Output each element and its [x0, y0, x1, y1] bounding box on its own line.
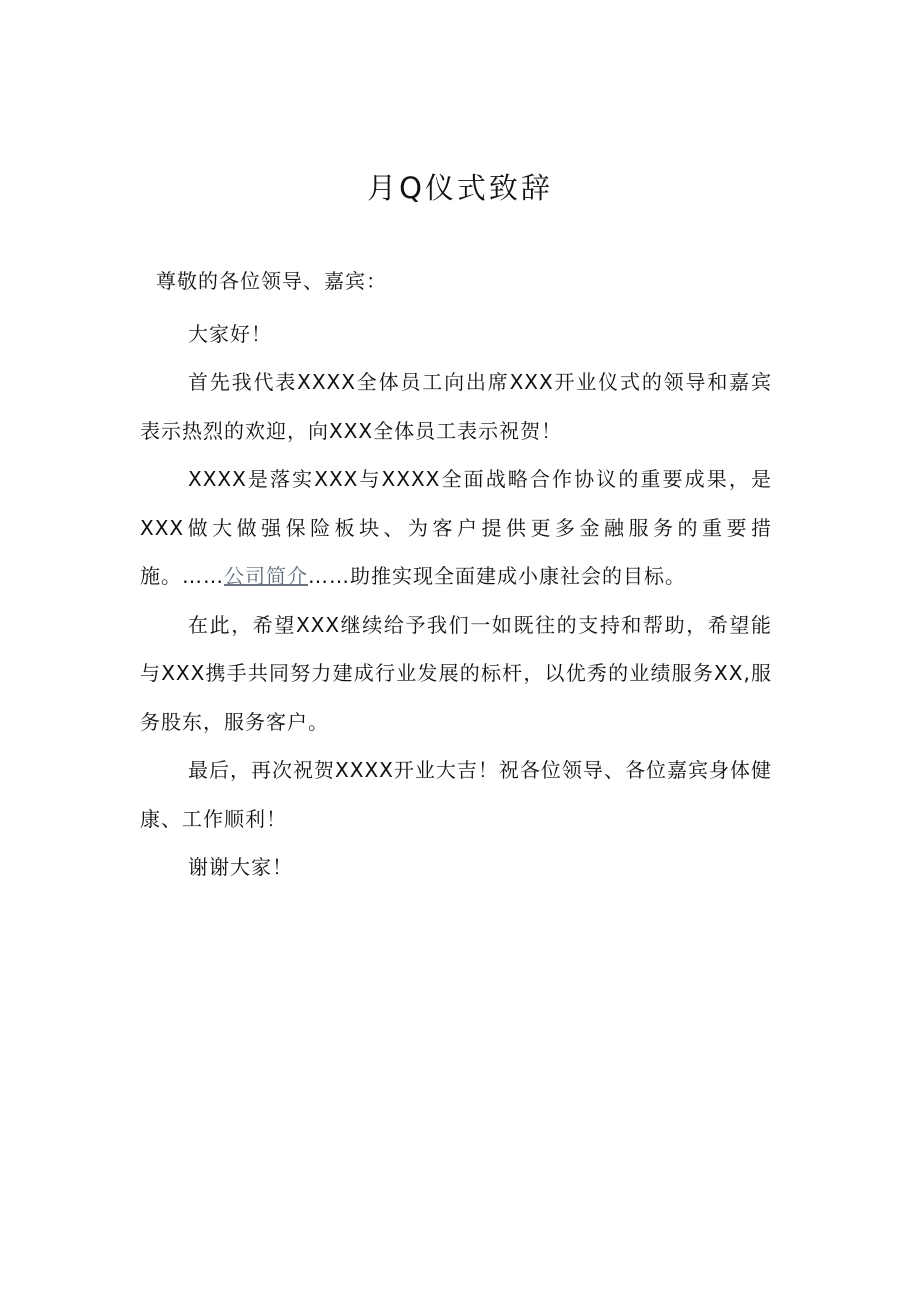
closing-thanks: 谢谢大家！ [188, 855, 293, 879]
paragraph-welcome: 首先我代表XXXX全体员工向出席XXX开业仪式的领导和嘉宾表示热烈的欢迎，向XXX全体员工表示祝贺！ [140, 370, 772, 443]
greeting: 大家好！ [188, 321, 272, 346]
paragraph-hope: 在此，希望XXX继续给予我们一如既往的支持和帮助，希望能与XXX携手共同努力建成行业发展的标杆，以优秀的业绩服务XX,服务股东，服务客户。 [140, 612, 772, 734]
paragraph-achievement-text-start: XXXX是落实XXX与XXXX全面战略合作协议的重要成果，是XXX做大做强保险板块、为客户提供更多金融服务的重要措施。…… [140, 467, 772, 588]
paragraph-achievement-text-end: ……助推实现全面建成小康社会的目标。 [308, 564, 686, 588]
paragraph-achievement [140, 455, 772, 601]
document-title: 月Q仪式致辞 [367, 171, 553, 205]
company-intro-link[interactable]: 公司简介 [224, 564, 308, 588]
paragraph-congratulations: 最后，再次祝贺XXXX开业大吉！祝各位领导、各位嘉宾身体健康、工作顺利！ [140, 758, 772, 831]
document-body [140, 257, 772, 892]
salutation: 尊敬的各位领导、嘉宾： [156, 269, 387, 293]
